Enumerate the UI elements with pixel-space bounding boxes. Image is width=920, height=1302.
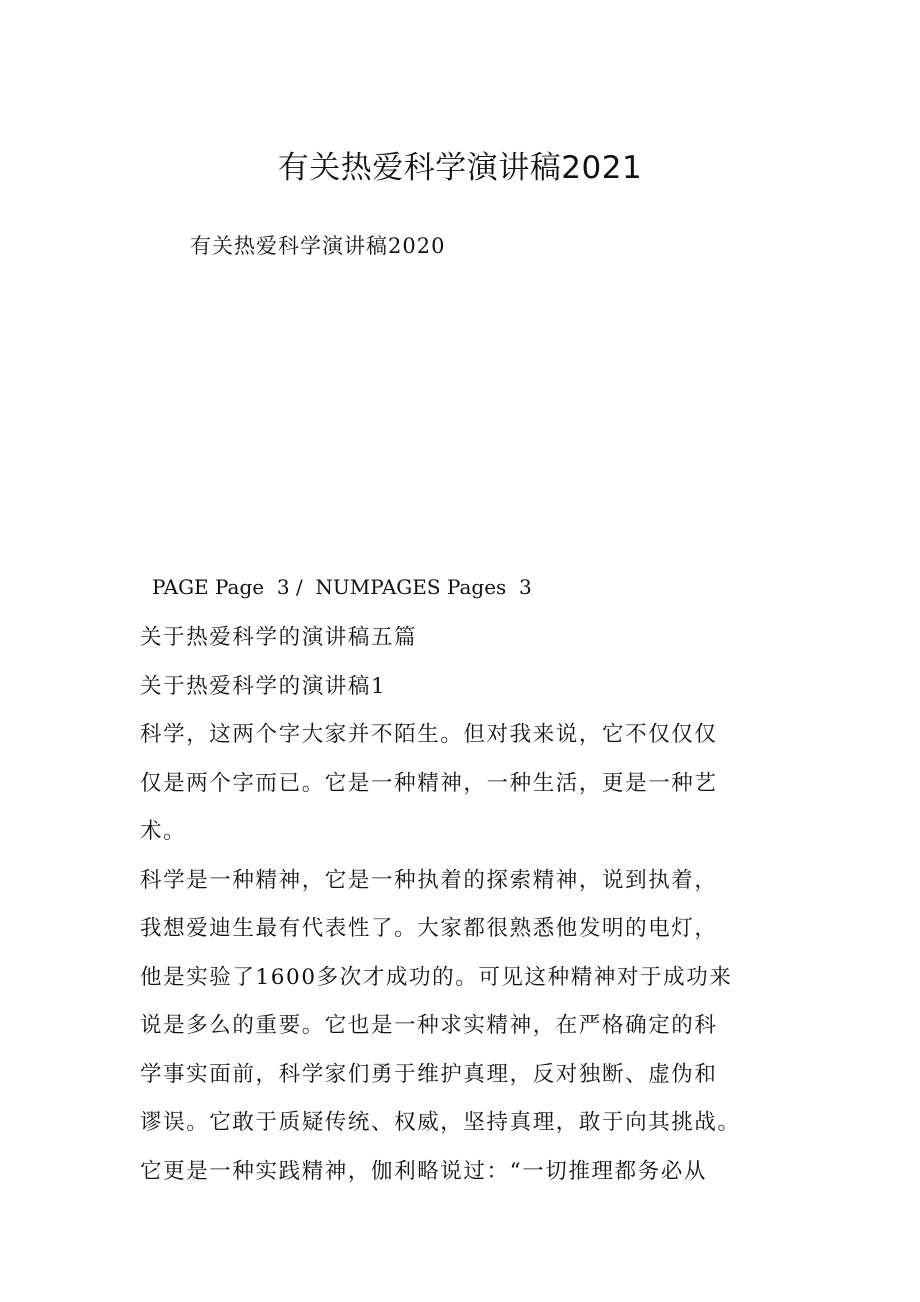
body-line: 它更是一种实践精神，伽利略说过：“一切推理都务必从 <box>140 1158 707 1184</box>
body-line: 术。 <box>140 819 187 844</box>
section-heading: 关于热爱科学的演讲稿五篇 <box>140 625 418 650</box>
page-separator: / <box>295 575 303 599</box>
page-number-field <box>152 572 532 602</box>
body-line: 科学是一种精神，它是一种执着的探索精神，说到执着， <box>140 867 718 893</box>
document-body <box>140 614 780 1196</box>
page-number: 3 <box>276 575 290 599</box>
article-heading: 关于热爱科学的演讲稿1 <box>140 673 387 699</box>
page-label: PAGE Page <box>152 575 265 599</box>
document-title: 有关热爱科学演讲稿2021 <box>277 150 643 186</box>
body-line: 我想爱迪生最有代表性了。大家都很熟悉他发明的电灯， <box>140 916 718 941</box>
document-subtitle: 有关热爱科学演讲稿2020 <box>190 234 446 258</box>
body-line: 科学，这两个字大家并不陌生。但对我来说，它不仅仅仅 <box>140 722 718 747</box>
body-line: 他是实验了1600多次才成功的。可见这种精神对于成功来 <box>140 964 733 990</box>
body-line: 谬误。它敢于质疑传统、权威，坚持真理，敢于向其挑战。 <box>140 1110 741 1135</box>
total-pages: 3 <box>519 575 532 599</box>
body-line: 仅是两个字而已。它是一种精神，一种生活，更是一种艺 <box>140 770 718 796</box>
body-line: 学事实面前，科学家们勇于维护真理，反对独断、虚伪和 <box>140 1061 718 1087</box>
numpages-label: NUMPAGES Pages <box>315 575 507 599</box>
body-line: 说是多么的重要。它也是一种求实精神，在严格确定的科 <box>140 1013 718 1038</box>
